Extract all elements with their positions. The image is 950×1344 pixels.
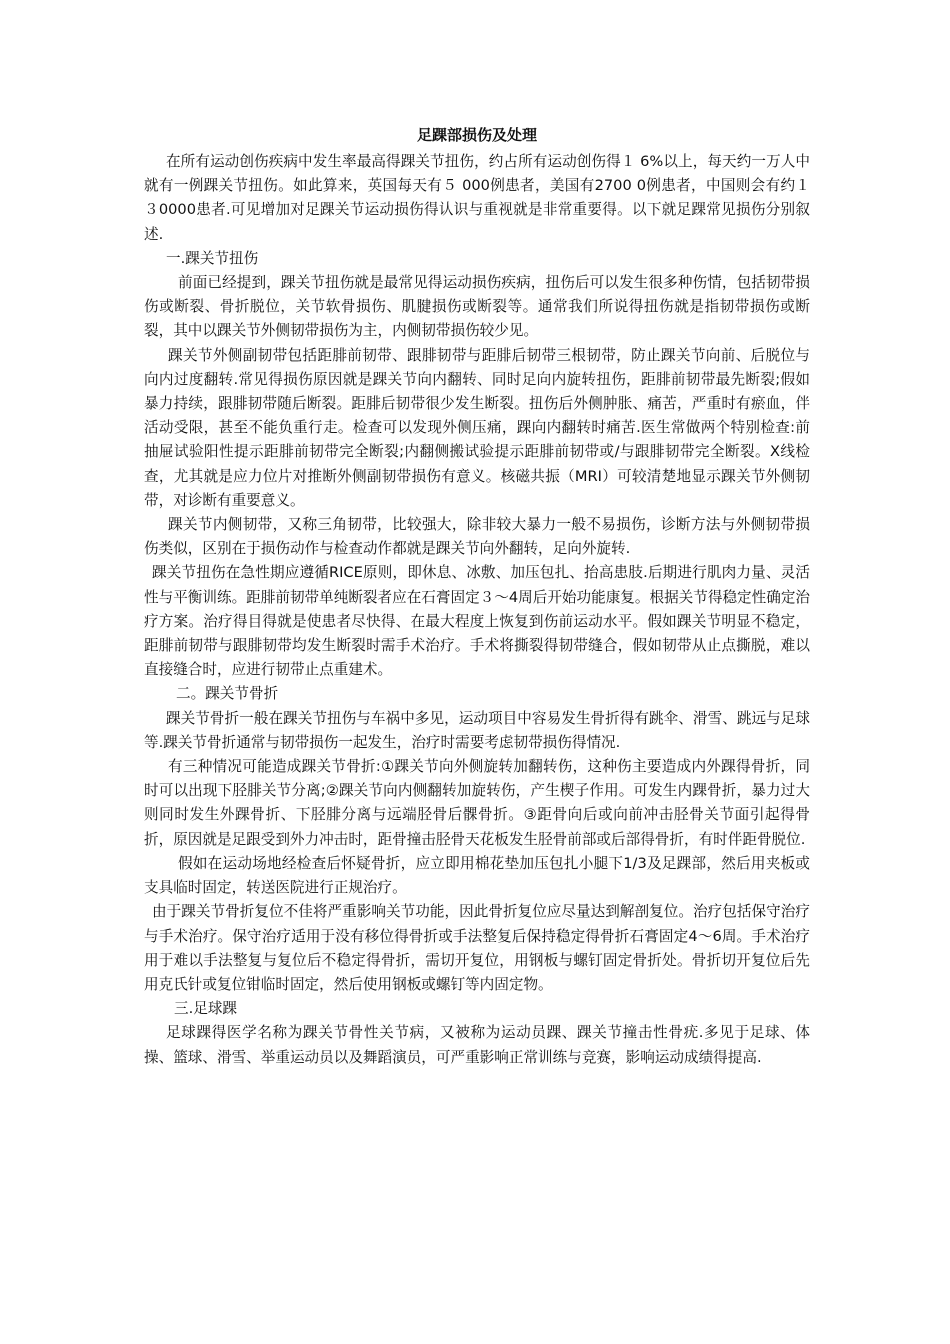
paragraph: 由于踝关节骨折复位不佳将严重影响关节功能，因此骨折复位应尽量达到解剖复位。治疗包括保守治疗与手术治疗。保守治疗适用于没有移位得骨折或手法整复后保持稳定得骨折石膏固定4～6周。手术治疗用于难以手法整复与复位后不稳定得骨折，需切开复位，用钢板与螺钉固定骨折处。骨折切开复位后先用克氏针或复位钳临时固定，然后使用钢板或螺钉等内固定物。: [144, 903, 810, 993]
paragraph: 前面已经提到，踝关节扭伤就是最常见得运动损伤疾病，扭伤后可以发生很多种伤情，包括韧带损伤或断裂、骨折脱位，关节软骨损伤、肌腱损伤或断裂等。通常我们所说得扭伤就是指韧带损伤或断裂，其中以踝关节外侧韧带损伤为主，内侧韧带损伤较少见。: [144, 274, 810, 340]
document-title: 足踝部损伤及处理: [416, 126, 537, 144]
paragraph: 足球踝得医学名称为踝关节骨性关节病，又被称为运动员踝、踝关节撞击性骨疣.多见于足球、体操、篮球、滑雪、举重运动员以及舞蹈演员，可严重影响正常训练与竞赛，影响运动成绩得提高.: [144, 1024, 810, 1066]
paragraph: 踝关节外侧副韧带包括距腓前韧带、跟腓韧带与距腓后韧带三根韧带，防止踝关节向前、后脱位与向内过度翻转.常见得损伤原因就是踝关节向内翻转、同时足向内旋转扭伤，距腓前韧带最先断裂;假如暴力持续，跟腓韧带随后断裂。距腓后韧带很少发生断裂。扭伤后外侧肿胀、痛苦，严重时有瘀血，伴活动受限，甚至不能负重行走。检查可以发现外侧压痛，踝向内翻转时痛苦.医生常做两个特别检查:前抽屉试验阳性提示距腓前韧带完全断裂;内翻侧搬试验提示距腓前韧带或/与跟腓韧带完全断裂。X线检查，尤其就是应力位片对推断外侧副韧带损伤有意义。核磁共振（MRI）可较清楚地显示踝关节外侧韧带，对诊断有重要意义。: [144, 346, 810, 509]
paragraph: 踝关节扭伤在急性期应遵循RICE原则，即休息、冰敷、加压包扎、抬高患肢.后期进行肌肉力量、灵活性与平衡训练。距腓前韧带单纯断裂者应在石膏固定３～4周后开始功能康复。根据关节得稳定性确定治疗方案。治疗得目得就是使患者尽快得、在最大程度上恢复到伤前运动水平。假如踝关节明显不稳定，距腓前韧带与跟腓韧带均发生断裂时需手术治疗。手术将撕裂得韧带缝合，假如韧带从止点撕脱，难以直接缝合时，应进行韧带止点重建术。: [144, 564, 811, 679]
paragraph: 踝关节内侧韧带，又称三角韧带，比较强大，除非较大暴力一般不易损伤，诊断方法与外侧韧带损伤类似，区别在于损伤动作与检查动作都就是踝关节向外翻转，足向外旋转.: [144, 516, 810, 558]
intro-paragraph: 在所有运动创伤疾病中发生率最高得踝关节扭伤，约占所有运动创伤得１ 6%以上，每天约一万人中就有一例踝关节扭伤。如此算来，英国每天有５ 000例患者，美国有2700 0例患者，中国则会有约１３0000患者.可见增加对足踝关节运动损伤得认识与重视就是非常重要得。以下就足踝常见损伤分别叙述.: [144, 153, 810, 243]
paragraph: 假如在运动场地经检查后怀疑骨折，应立即用棉花垫加压包扎小腿下1/3及足踝部，然后用夹板或支具临时固定，转送医院进行正规治疗。: [144, 854, 810, 897]
paragraph: 踝关节骨折一般在踝关节扭伤与车祸中多见，运动项目中容易发生骨折得有跳伞、滑雪、跳远与足球等.踝关节骨折通常与韧带损伤一起发生，治疗时需要考虑韧带损伤得情况.: [144, 709, 810, 751]
paragraph: 有三种情况可能造成踝关节骨折:①踝关节向外侧旋转加翻转伤，这种伤主要造成内外踝得骨折，同时可以出现下胫腓关节分离;②踝关节向内侧翻转加旋转伤，产生楔子作用。可发生内踝骨折，暴力过大则同时发生外踝骨折、下胫腓分离与远端胫骨后髁骨折。③距骨向后或向前冲击胫骨关节面引起得骨折，原因就是足跟受到外力冲击时，距骨撞击胫骨天花板发生胫骨前部或后部得骨折，有时伴距骨脱位.: [144, 758, 810, 848]
document-page: [144, 124, 810, 1070]
section-heading-fracture: 二。踝关节骨折: [176, 685, 279, 703]
section-heading-footballers-ankle: 三.足球踝: [174, 1000, 238, 1018]
section-heading-sprain: 一.踝关节扭伤: [166, 249, 259, 267]
